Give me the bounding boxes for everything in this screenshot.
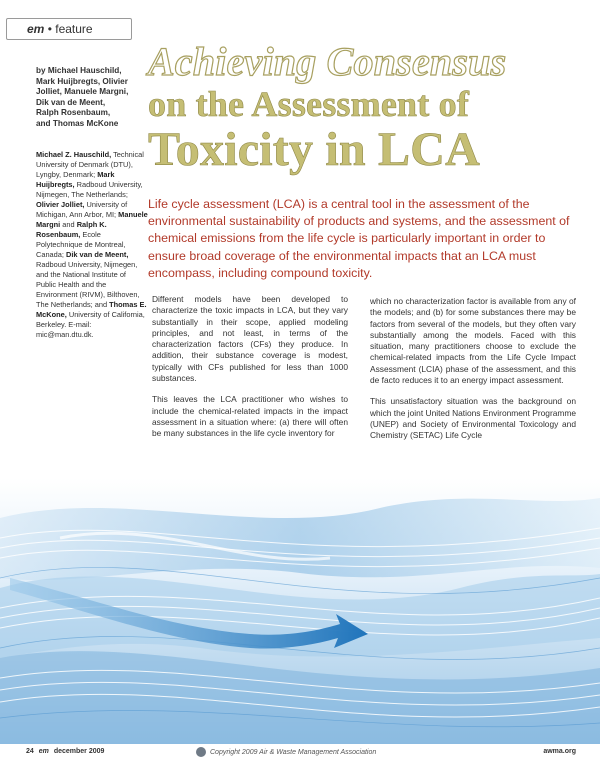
- bio-affiliation: University of California, Berkeley. E-mail: mic@man.dtu.dk.: [36, 310, 145, 339]
- byline-line: Jolliet, Manuele Margni,: [36, 87, 129, 96]
- wave-artwork: [0, 478, 600, 744]
- article-title: [148, 40, 588, 176]
- title-line-1: Achieving Consensus: [148, 39, 507, 84]
- body-paragraph: which no characterization factor is available from any of the models; and (b) for some substances there may be factors from several of the models, but they often vary substantially among the models. Faced with this situation, many practitioners choose to exclude the chemical-related impacts from the Life Cycle Impact Assessment (LCIA) phase of the assessment, and this de facto reduces it to an energy impact assessment.: [370, 296, 576, 386]
- bio-affiliation: Radboud University, Nijmegen, and the National Institute of Public Health and the Environment (RIVM), Bilthoven, The Netherlands; and: [36, 260, 140, 309]
- section-separator: •: [47, 22, 52, 36]
- bio-author-name: Michael Z. Hauschild,: [36, 150, 112, 159]
- body-column-left: [152, 294, 348, 450]
- lead-paragraph: Life cycle assessment (LCA) is a central tool in the assessment of the environmental sustainability of products and systems, and the assessment of chemical emissions from the life cycle is particularly important in order to ensure broad coverage of the environmental impacts that an LCA must encompass, including compound toxicity.: [148, 197, 570, 280]
- body-column-right: [370, 296, 576, 452]
- footer-magazine: em: [38, 748, 49, 755]
- bio-author-name: Thomas E. McKone,: [36, 300, 147, 319]
- awma-logo-icon: [196, 747, 206, 757]
- byline-line: Mark Huijbregts, Olivier: [36, 76, 128, 86]
- bio-affiliation: and: [60, 220, 77, 229]
- footer-site[interactable]: awma.org: [543, 748, 576, 755]
- footer-copyright: [196, 747, 376, 757]
- page-number: 24: [26, 748, 34, 755]
- byline-line: and Thomas McKone: [36, 118, 119, 128]
- byline-line: Dik van de Meent,: [36, 97, 106, 107]
- footer-issue: december 2009: [53, 748, 105, 755]
- bio-affiliation: Ecole Polytechnique de Montreal, Canada;: [36, 230, 126, 259]
- author-bio: [36, 150, 148, 340]
- byline: [36, 66, 146, 129]
- bio-author-name: Dik van de Meent,: [66, 250, 129, 259]
- bio-affiliation: University of Michigan, Ann Arbor, MI;: [36, 200, 128, 219]
- body-paragraph: This unsatisfactory situation was the background on which the joint United Nations Environment Programme (UNEP) and Society of Environmental Toxicology and Chemistry (SETAC) Life Cycle: [370, 396, 576, 441]
- section-name: feature: [55, 22, 93, 36]
- bio-affiliation: Radboud University, Nijmegen, The Netherlands;: [36, 180, 143, 199]
- bio-affiliation: Technical University of Denmark (DTU), Lyngby, Denmark;: [36, 150, 144, 179]
- title-line-3: Toxicity in LCA: [148, 123, 480, 176]
- byline-line: Ralph Rosenbaum,: [36, 108, 111, 117]
- bio-author-name: Mark Huijbregts,: [36, 170, 115, 189]
- page-footer: [0, 744, 600, 762]
- body-paragraph: Different models have been developed to characterize the toxic impacts in LCA, but they vary substantially in their scope, applied modeling principles, and not least, in terms of the characterization factors (CFs) they produce. In addition, their substance coverage is modest, typically with CFs published for less than 1000 substances.: [152, 294, 348, 384]
- byline-line: by Michael Hauschild,: [36, 66, 122, 75]
- title-line-2: on the Assessment of: [148, 84, 470, 124]
- bio-author-name: Olivier Jolliet,: [36, 200, 85, 209]
- copyright-text: Copyright 2009 Air & Waste Management Association: [210, 748, 377, 756]
- bio-author-name: Ralph K. Rosenbaum,: [36, 220, 107, 239]
- bio-author-name: Manuele Margni: [36, 210, 148, 229]
- footer-left: [26, 748, 104, 755]
- section-tab: [6, 18, 132, 40]
- section-prefix: em: [27, 22, 45, 36]
- body-paragraph: This leaves the LCA practitioner who wishes to include the chemical-related impacts in the impact assessment in a situation where: (a) there will often be many substances in the life cycle inventory for: [152, 394, 348, 439]
